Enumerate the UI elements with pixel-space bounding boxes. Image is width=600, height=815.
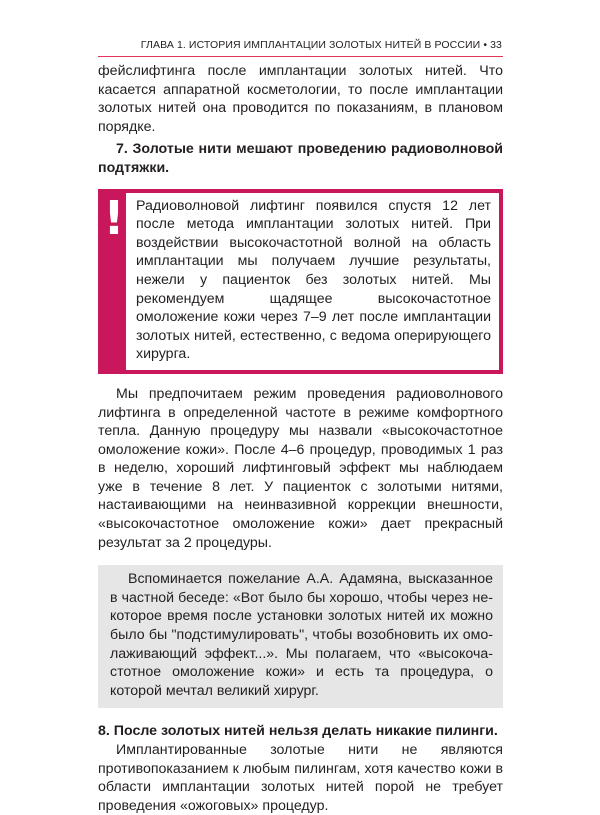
alert-stripe xyxy=(102,190,126,370)
page-number: 33 xyxy=(490,39,502,51)
header-separator: • xyxy=(483,39,488,51)
chapter-title: ГЛАВА 1. ИСТОРИЯ ИМПЛАНТАЦИИ ЗОЛОТЫХ НИТЕЙ В РОССИИ xyxy=(140,39,481,51)
section-heading-7: 7. Золотые нити мешают проведению радиоволновой подтяжки. xyxy=(98,141,503,176)
intro-paragraph: фейслифтинга после имплантации золотых нитей. Что касается аппаратной косметологии, то после имплантации золотых нитей она проводится по показаниям, в плановом порядке. xyxy=(98,63,503,135)
alert-box xyxy=(98,189,503,374)
radiowave-paragraph: Мы предпочитаем режим проведения радиоволнового лифтинга в определенной частоте в режиме комфортного тепла. Данную процедуру мы назвали «высокочастотное омоложение кожи». После 4–6 процедур, проводимых 1 раз в неделю, хороший лифтинговый эффект мы наблюдаем уже в течение 8 лет. У пациенток с золотыми нитями, настаивающими на неинвазивной коррекции внешности, «высокочастотное омоложение кожи» дает прекрасный результат за 2 процедуры. xyxy=(98,385,503,551)
header-rule xyxy=(98,56,503,57)
section-heading-8: 8. После золотых нитей нельзя делать никакие пилинги. xyxy=(98,723,498,740)
page-body xyxy=(98,62,503,815)
exclamation-mark-icon: ! xyxy=(103,190,125,245)
running-head xyxy=(141,39,502,51)
section-8 xyxy=(98,722,503,815)
peeling-paragraph: Имплантированные золотые нити не являются противопоказанием к любым пилингам, хотя качество кожи в области имплантации золотых нитей порой не требует проведения «ожоговых» процедур. xyxy=(98,742,503,814)
alert-text: Радиоволновой лифтинг появился спустя 12 лет после метода имплантации золотых нитей. При воздействии высокочастотной волной на область имплантации мы получаем лучшие результаты, нежели у пациенток без золотых нитей. Мы рекомендуем щадящее высокочастотное омоложение кожи через 7–9 лет после имплантации золотых нитей, естественно, с ведома оперирующего хирурга. xyxy=(136,197,491,363)
quote-box: Вспоминается пожелание А.А. Адамяна, высказанное в частной беседе: «Вот было бы хорошо, чтобы через некоторое время после установки золотых нитей их можно было бы "подстимулировать", чтобы возобновить их омолаживающий эффект...». Мы полагаем, что «высокочастотное омоложение кожи» и есть та процедура, о которой мечтал великий хирург. xyxy=(98,565,503,708)
